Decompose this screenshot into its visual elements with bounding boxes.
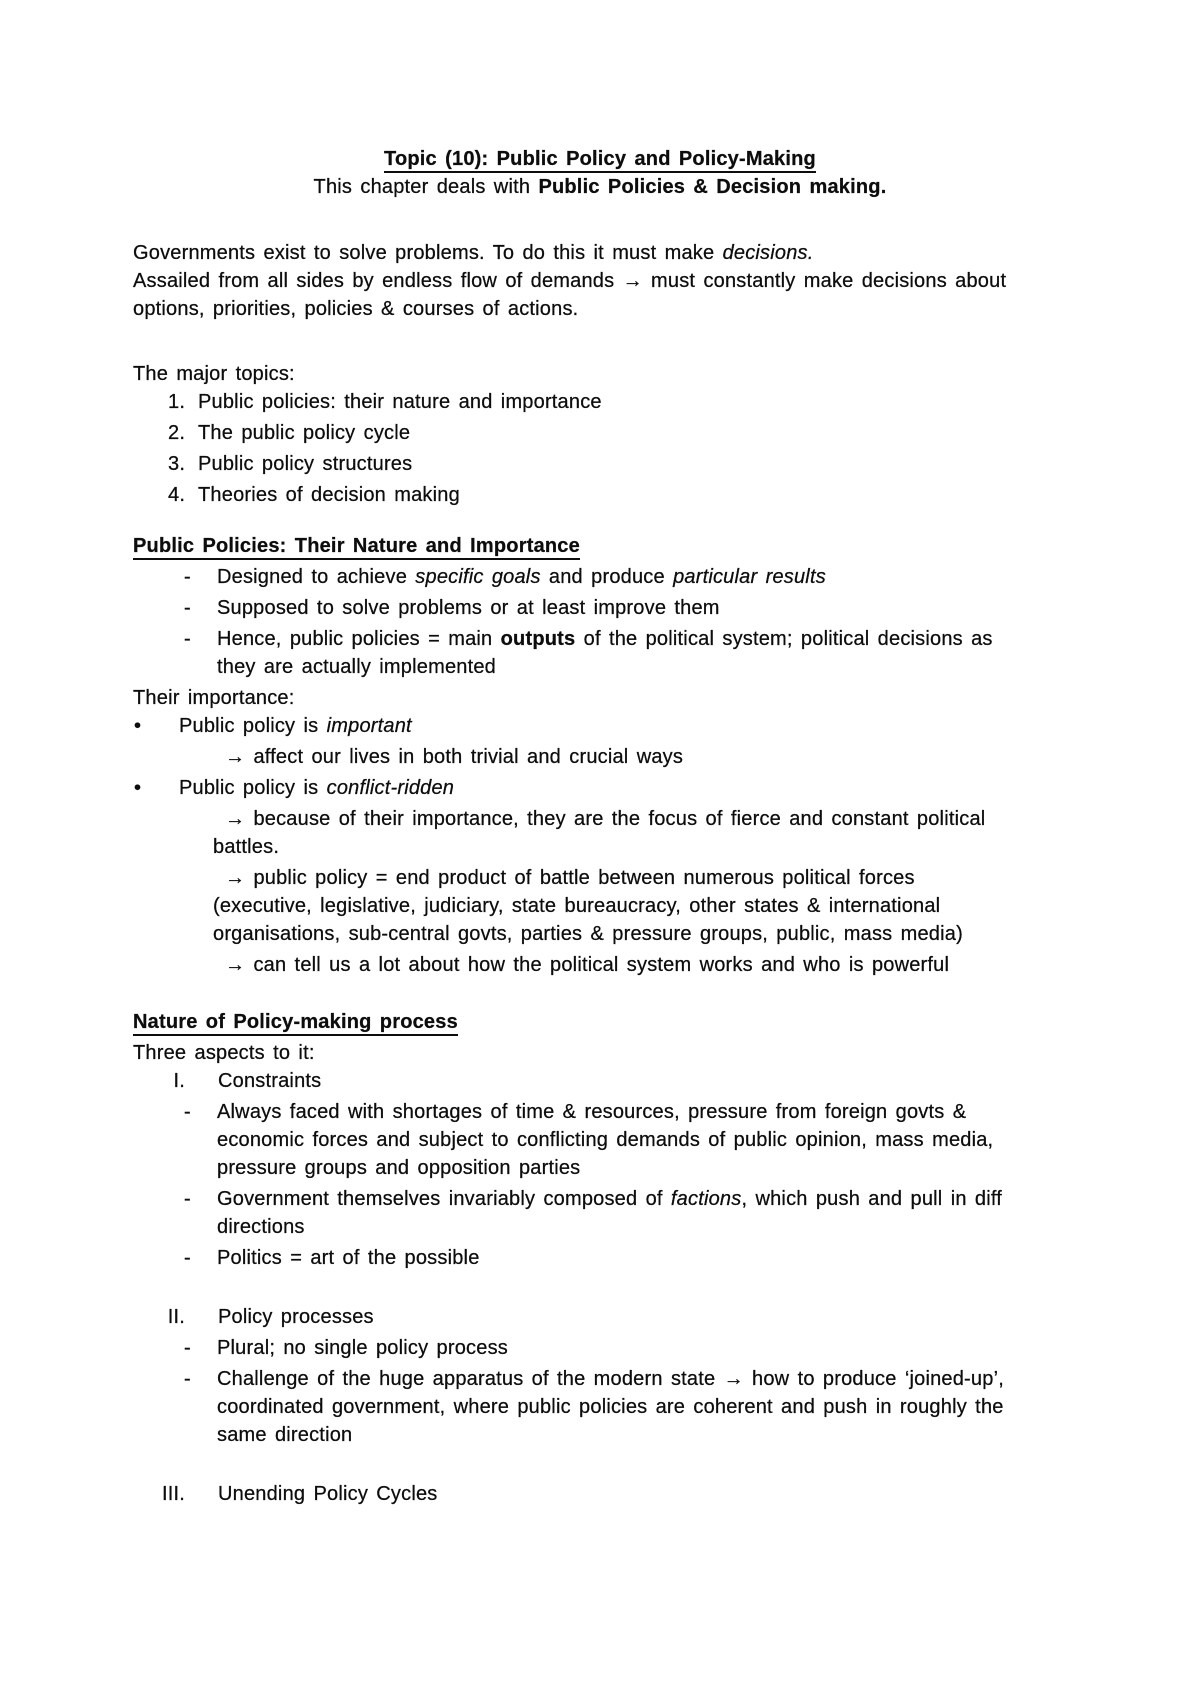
text-run: particular results bbox=[673, 566, 826, 588]
item-line bbox=[217, 1421, 1200, 1449]
text-run: Public policy structures bbox=[198, 453, 413, 475]
dash-item bbox=[184, 1365, 1200, 1449]
dash-marker: - bbox=[184, 1247, 191, 1269]
dash-marker: - bbox=[184, 597, 191, 619]
text-run: , which push and pull in diff bbox=[741, 1188, 1003, 1210]
paragraph bbox=[133, 1039, 1200, 1067]
text-run: The major topics: bbox=[133, 363, 295, 385]
section-heading bbox=[133, 1008, 1200, 1036]
paragraph-line bbox=[133, 360, 1200, 388]
text-run: (executive, legislative, judiciary, state bureaucracy, other states & international bbox=[213, 895, 941, 917]
text-run: Constraints bbox=[218, 1070, 322, 1092]
text-run: economic forces and subject to conflicting demands of public opinion, mass media, bbox=[217, 1129, 994, 1151]
text-run: conflict-ridden bbox=[326, 777, 455, 799]
text-run: Politics = art of the possible bbox=[217, 1247, 480, 1269]
doc-title bbox=[133, 145, 1067, 173]
text-run: decisions. bbox=[722, 242, 814, 264]
item-line bbox=[217, 1213, 1200, 1241]
spacer bbox=[0, 982, 1200, 1008]
item-line bbox=[198, 388, 1200, 416]
text-run: Theories of decision making bbox=[198, 484, 460, 506]
dash-marker: - bbox=[184, 566, 191, 588]
arrow-note bbox=[213, 743, 1200, 771]
text-run: Always faced with shortages of time & resources, pressure from foreign govts & bbox=[217, 1101, 967, 1123]
text-run: outputs bbox=[500, 628, 576, 650]
item-line bbox=[217, 1098, 1200, 1126]
paragraph-line bbox=[133, 239, 1200, 267]
text-run: Government themselves invariably composed of bbox=[217, 1188, 671, 1210]
item-line bbox=[217, 625, 1200, 653]
arrow-icon: → bbox=[225, 867, 246, 889]
spacer bbox=[0, 512, 1200, 532]
text-run: Public policy is bbox=[179, 777, 327, 799]
item-line bbox=[217, 1393, 1200, 1421]
arrow-icon: → bbox=[225, 954, 246, 976]
item-line bbox=[217, 1154, 1200, 1182]
numbered-item bbox=[168, 419, 1200, 447]
text-run: public policy = end product of battle between numerous political forces bbox=[245, 867, 915, 889]
text-run: directions bbox=[217, 1216, 305, 1238]
arrow-note bbox=[213, 951, 1200, 979]
text-run: Unending Policy Cycles bbox=[218, 1483, 438, 1505]
text-run: because of their importance, they are the focus of fierce and constant political bbox=[245, 808, 986, 830]
arrow-icon: → bbox=[225, 808, 246, 830]
dash-item bbox=[184, 1185, 1200, 1241]
item-line bbox=[217, 1185, 1200, 1213]
text-run: This chapter deals with bbox=[313, 176, 539, 198]
item-line bbox=[213, 920, 1200, 948]
spacer bbox=[0, 201, 1200, 239]
doc-subtitle bbox=[133, 173, 1067, 201]
dash-marker: - bbox=[184, 628, 191, 650]
text-run: how to produce ‘joined-up’, bbox=[743, 1368, 1004, 1390]
bullet-marker: • bbox=[134, 715, 142, 737]
item-line bbox=[218, 1067, 1200, 1095]
item-line bbox=[218, 1303, 1200, 1331]
item-line bbox=[217, 653, 1200, 681]
dash-marker: - bbox=[184, 1101, 191, 1123]
roman-item bbox=[161, 1480, 1200, 1508]
item-line bbox=[213, 743, 1200, 771]
text-run: Three aspects to it: bbox=[133, 1042, 315, 1064]
dash-item bbox=[184, 625, 1200, 681]
text-run: same direction bbox=[217, 1424, 353, 1446]
item-line bbox=[179, 774, 1200, 802]
text-run: organisations, sub-central govts, parties & pressure groups, public, mass media) bbox=[213, 923, 963, 945]
dash-marker: - bbox=[184, 1368, 191, 1390]
item-line bbox=[218, 1480, 1200, 1508]
text-run: Public Policies: Their Nature and Importance bbox=[133, 535, 580, 560]
item-line bbox=[217, 1334, 1200, 1362]
item-line bbox=[213, 892, 1200, 920]
bullet-item bbox=[134, 774, 1200, 802]
section-heading bbox=[133, 532, 1200, 560]
dash-item bbox=[184, 1244, 1200, 1272]
paragraph-line bbox=[133, 295, 1200, 323]
text-run: specific goals bbox=[415, 566, 541, 588]
paragraph-line bbox=[133, 1039, 1200, 1067]
dash-marker: - bbox=[184, 1337, 191, 1359]
spacer bbox=[0, 1275, 1200, 1303]
dash-item bbox=[184, 563, 1200, 591]
text-run: Topic (10): Public Policy and Policy-Making bbox=[384, 148, 816, 173]
text-run: Nature of Policy-making process bbox=[133, 1011, 458, 1036]
paragraph bbox=[133, 360, 1200, 388]
dash-item bbox=[184, 594, 1200, 622]
text-run: coordinated government, where public policies are coherent and push in roughly the bbox=[217, 1396, 1004, 1418]
item-line bbox=[198, 419, 1200, 447]
text-run: Public policy is bbox=[179, 715, 327, 737]
dash-item bbox=[184, 1334, 1200, 1362]
item-line bbox=[198, 481, 1200, 509]
roman-marker: II. bbox=[167, 1306, 185, 1328]
num-marker: 2. bbox=[168, 422, 186, 444]
arrow-icon: → bbox=[225, 746, 246, 768]
roman-marker: III. bbox=[161, 1483, 185, 1505]
text-run: of the political system; political decisions as bbox=[575, 628, 993, 650]
item-line bbox=[217, 1244, 1200, 1272]
bullet-item bbox=[134, 712, 1200, 740]
arrow-note bbox=[213, 864, 1200, 948]
text-run: Governments exist to solve problems. To do this it must make bbox=[133, 242, 723, 264]
num-marker: 1. bbox=[168, 391, 186, 413]
paragraph-line bbox=[133, 267, 1200, 295]
item-line bbox=[198, 450, 1200, 478]
num-marker: 4. bbox=[168, 484, 186, 506]
text-run: important bbox=[326, 715, 412, 737]
text-run: Designed to achieve bbox=[217, 566, 416, 588]
item-line bbox=[179, 712, 1200, 740]
text-run: options, priorities, policies & courses of actions. bbox=[133, 298, 579, 320]
numbered-item bbox=[168, 450, 1200, 478]
text-run: Public Policies & Decision making. bbox=[538, 176, 887, 198]
text-run: affect our lives in both trivial and crucial ways bbox=[245, 746, 684, 768]
bullet-marker: • bbox=[134, 777, 142, 799]
text-run: Hence, public policies = main bbox=[217, 628, 501, 650]
spacer bbox=[0, 1452, 1200, 1480]
text-run: factions bbox=[670, 1188, 742, 1210]
text-run: Public policies: their nature and importance bbox=[198, 391, 602, 413]
text-run: Supposed to solve problems or at least improve them bbox=[217, 597, 720, 619]
item-line bbox=[213, 864, 1200, 892]
num-marker: 3. bbox=[168, 453, 186, 475]
item-line bbox=[213, 951, 1200, 979]
text-run: Their importance: bbox=[133, 687, 295, 709]
arrow-icon: → bbox=[622, 270, 643, 292]
item-line bbox=[213, 805, 1200, 833]
numbered-item bbox=[168, 388, 1200, 416]
text-run: they are actually implemented bbox=[217, 656, 496, 678]
text-run: Assailed from all sides by endless flow of demands bbox=[133, 270, 623, 292]
text-run: Policy processes bbox=[218, 1306, 374, 1328]
item-line bbox=[217, 1126, 1200, 1154]
roman-item bbox=[173, 1067, 1200, 1095]
arrow-icon: → bbox=[723, 1368, 744, 1390]
item-line bbox=[217, 594, 1200, 622]
dash-marker: - bbox=[184, 1188, 191, 1210]
paragraph-line bbox=[133, 684, 1200, 712]
text-run: can tell us a lot about how the political system works and who is powerful bbox=[245, 954, 950, 976]
numbered-item bbox=[168, 481, 1200, 509]
text-run: and produce bbox=[540, 566, 674, 588]
text-run: must constantly make decisions about bbox=[642, 270, 1007, 292]
paragraph bbox=[133, 239, 1200, 323]
item-line bbox=[217, 563, 1200, 591]
roman-item bbox=[167, 1303, 1200, 1331]
text-run: The public policy cycle bbox=[198, 422, 411, 444]
roman-marker: I. bbox=[173, 1070, 185, 1092]
item-line bbox=[217, 1365, 1200, 1393]
text-run: Challenge of the huge apparatus of the modern state bbox=[217, 1368, 724, 1390]
text-run: pressure groups and opposition parties bbox=[217, 1157, 581, 1179]
spacer bbox=[0, 323, 1200, 360]
item-line bbox=[213, 833, 1200, 861]
paragraph bbox=[133, 684, 1200, 712]
arrow-note bbox=[213, 805, 1200, 861]
dash-item bbox=[184, 1098, 1200, 1182]
text-run: battles. bbox=[213, 836, 280, 858]
text-run: Plural; no single policy process bbox=[217, 1337, 508, 1359]
